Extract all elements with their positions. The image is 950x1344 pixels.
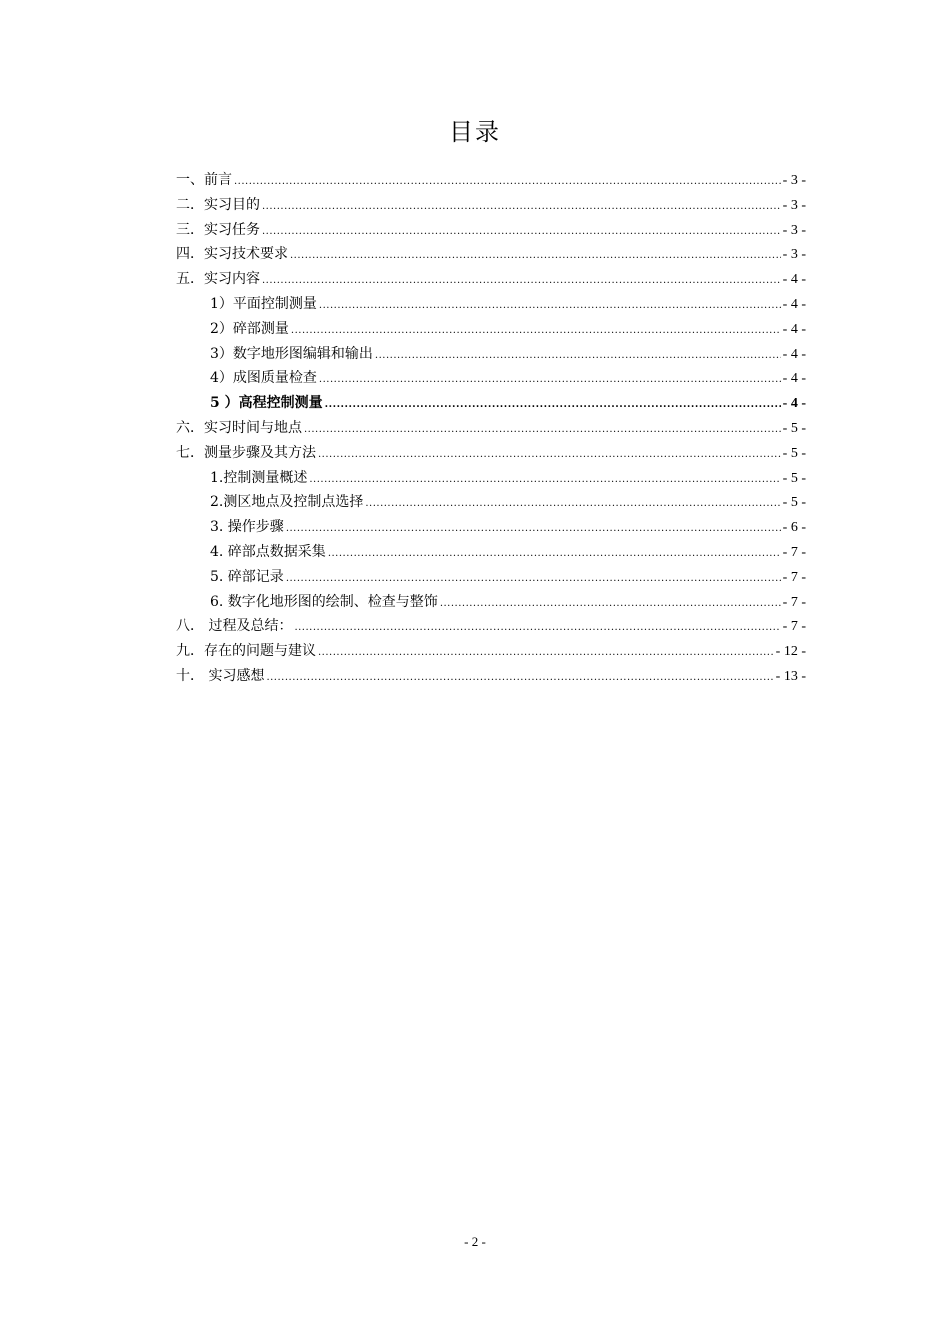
toc-entry-page: - 13 - [775,668,806,684]
toc-leader-dots [304,418,781,443]
toc-leader-dots [294,616,780,641]
toc-leader-dots [309,468,780,493]
toc-entry-10[interactable] [176,664,806,689]
toc-entry-page: - 3 - [782,197,806,213]
toc-entry-1[interactable] [176,168,806,193]
toc-subentry-7-3[interactable] [176,515,806,540]
toc-leader-dots [440,592,781,617]
toc-entry-text: 1）平面控制测量 [210,295,317,312]
toc-entry-text: 六．实习时间与地点 [176,419,302,436]
toc-leader-dots [318,641,774,666]
toc-entry-text: 2.测区地点及控制点选择 [210,494,364,511]
toc-entry-text: 七．测量步骤及其方法 [176,444,316,461]
toc-entry-6[interactable] [176,416,806,441]
toc-entry-text: 二．实习目的 [176,196,260,213]
toc-subentry-5-2[interactable] [176,317,806,342]
toc-leader-dots [286,517,781,542]
toc-subentry-7-1[interactable] [176,466,806,491]
toc-entry-page: - 7 - [782,544,806,560]
toc-leader-dots [234,170,781,195]
toc-entry-5[interactable] [176,267,806,292]
toc-entry-page: - 7 - [782,594,806,610]
toc-leader-dots [266,666,773,691]
toc-entry-text: 四．实习技术要求 [176,246,288,263]
toc-entry-2[interactable] [176,193,806,218]
toc-leader-dots [290,244,781,269]
toc-leader-dots [319,294,781,319]
toc-entry-text: 五．实习内容 [176,271,260,288]
toc-entry-page: - 5 - [782,495,806,511]
toc-entry-page: - 3 - [782,247,806,263]
toc-entry-page: - 3 - [782,173,806,188]
toc-subentry-7-5[interactable] [176,565,806,590]
toc-entry-text: 3. 操作步骤 [210,519,284,536]
toc-entry-7[interactable] [176,441,806,466]
toc-subentry-7-6[interactable] [176,590,806,615]
toc-entry-9[interactable] [176,639,806,664]
toc-subentry-7-2[interactable] [176,490,806,515]
page-number-footer: - 2 - [464,1234,486,1249]
toc-leader-dots [291,319,781,344]
toc-entry-text: 三．实习任务 [176,221,260,238]
toc-entry-page: - 4 - [782,321,806,337]
toc-entry-page: - 5 - [782,445,806,461]
toc-entry-3[interactable] [176,218,806,243]
toc-leader-dots [318,443,781,468]
toc-leader-dots [319,368,781,393]
toc-entry-page: - 5 - [782,420,806,436]
toc-title: 目录 [449,118,501,146]
toc-leader-dots [286,567,781,592]
toc-entry-text: 十． 实习感想 [176,667,265,684]
toc-subentry-7-4[interactable] [176,540,806,565]
toc-leader-dots [328,542,781,567]
toc-entry-text: 6. 数字化地形图的绘制、检查与整饰 [210,593,438,610]
toc-entry-text: 4. 碎部点数据采集 [210,543,326,560]
toc-entry-page: - 3 - [782,222,806,238]
toc-entry-page: - 5 - [782,470,806,486]
toc-leader-dots [325,393,781,418]
toc-leader-dots [262,195,781,220]
toc-entry-text: 八． 过程及总结： [176,618,293,635]
toc-subentry-5-5[interactable] [176,391,806,416]
toc-subentry-5-1[interactable] [176,292,806,317]
toc-entry-8[interactable] [176,614,806,639]
toc-entry-page: - 4 - [782,296,806,312]
toc-entry-text: 5 ）高程控制测量 [210,395,323,412]
toc-entry-text: 3）数字地形图编辑和输出 [210,345,373,362]
toc-entry-text: 九．存在的问题与建议 [176,643,316,660]
toc-entry-text: 2）碎部测量 [210,320,289,337]
toc-entry-4[interactable] [176,242,806,267]
toc-leader-dots [375,344,781,369]
toc-subentry-5-4[interactable] [176,366,806,391]
toc-entry-page: - 4 - [782,371,806,387]
toc-entry-text: 1.控制测量概述 [210,469,308,486]
toc-entry-text: 5. 碎部记录 [210,568,284,585]
toc-entry-page: - 4 - [782,396,806,412]
toc-entry-page: - 6 - [782,520,806,536]
toc-entry-page: - 4 - [782,346,806,362]
toc-entry-text: 一、前言 [176,172,232,188]
toc-entry-page: - 7 - [782,569,806,585]
toc-leader-dots [262,269,781,294]
toc-entry-page: - 4 - [782,272,806,288]
table-of-contents [176,168,806,689]
toc-leader-dots [365,492,780,517]
toc-entry-page: - 12 - [775,644,806,660]
toc-leader-dots [262,220,781,245]
toc-subentry-5-3[interactable] [176,342,806,367]
toc-entry-page: - 7 - [782,619,806,635]
toc-entry-text: 4）成图质量检查 [210,370,317,387]
